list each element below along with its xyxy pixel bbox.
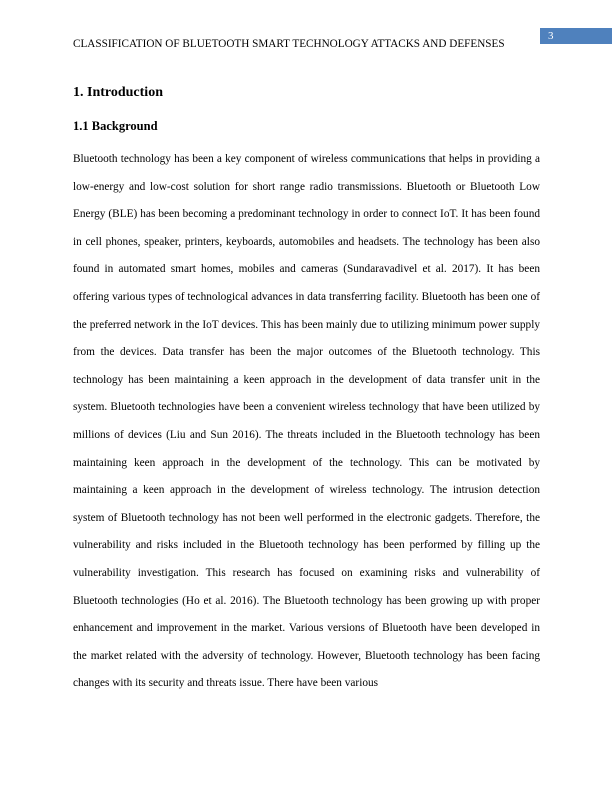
body-paragraph: Bluetooth technology has been a key component of wireless communications that helps in providing a low-energy and low-cost solution for short range radio transmissions. Bluetooth or Bluetooth Low Energy (BLE) has been becoming a predominant technology in order to connect IoT. It has been found in cell phones, speaker, printers, keyboards, automobiles and headsets. The technology has been also found in automated smart homes, mobiles and cameras (Sundaravadivel et al. 2017). It has been offering various types of technological advances in data transferring facility. Bluetooth has been one of the preferred network in the IoT devices. This has been mainly due to utilizing minimum power supply from the devices. Data transfer has been the major outcomes of the Bluetooth technology. This technology has been maintaining a keen approach in the development of data transfer unit in the system. Bluetooth technologies have been a convenient wireless technology that have been utilized by millions of devices (Liu and Sun 2016). The threats included in the Bluetooth technology has been maintaining keen approach in the development of the technology. This can be motivated by maintaining a keen approach in the development of wireless technology. The intrusion detection system of Bluetooth technology has not been well performed in the electronic gadgets. Therefore, the vulnerability and risks included in the Bluetooth technology has been performed by filling up the vulnerability investigation. This research has focused on examining risks and vulnerability of Bluetooth technologies (Ho et al. 2016). The Bluetooth technology has been growing up with proper enhancement and improvement in the market. Various versions of Bluetooth have been developed in the market related with the adversity of technology. However, Bluetooth technology has been facing changes with its security and threats issue. There have been various xyxy=(73,153,540,690)
running-header-title: CLASSIFICATION OF BLUETOOTH SMART TECHNOLOGY ATTACKS AND DEFENSES xyxy=(73,38,505,50)
subsection-heading: 1.1 Background xyxy=(73,119,158,133)
page-number-badge: 3 xyxy=(540,28,612,44)
section-heading: 1. Introduction xyxy=(73,85,163,100)
